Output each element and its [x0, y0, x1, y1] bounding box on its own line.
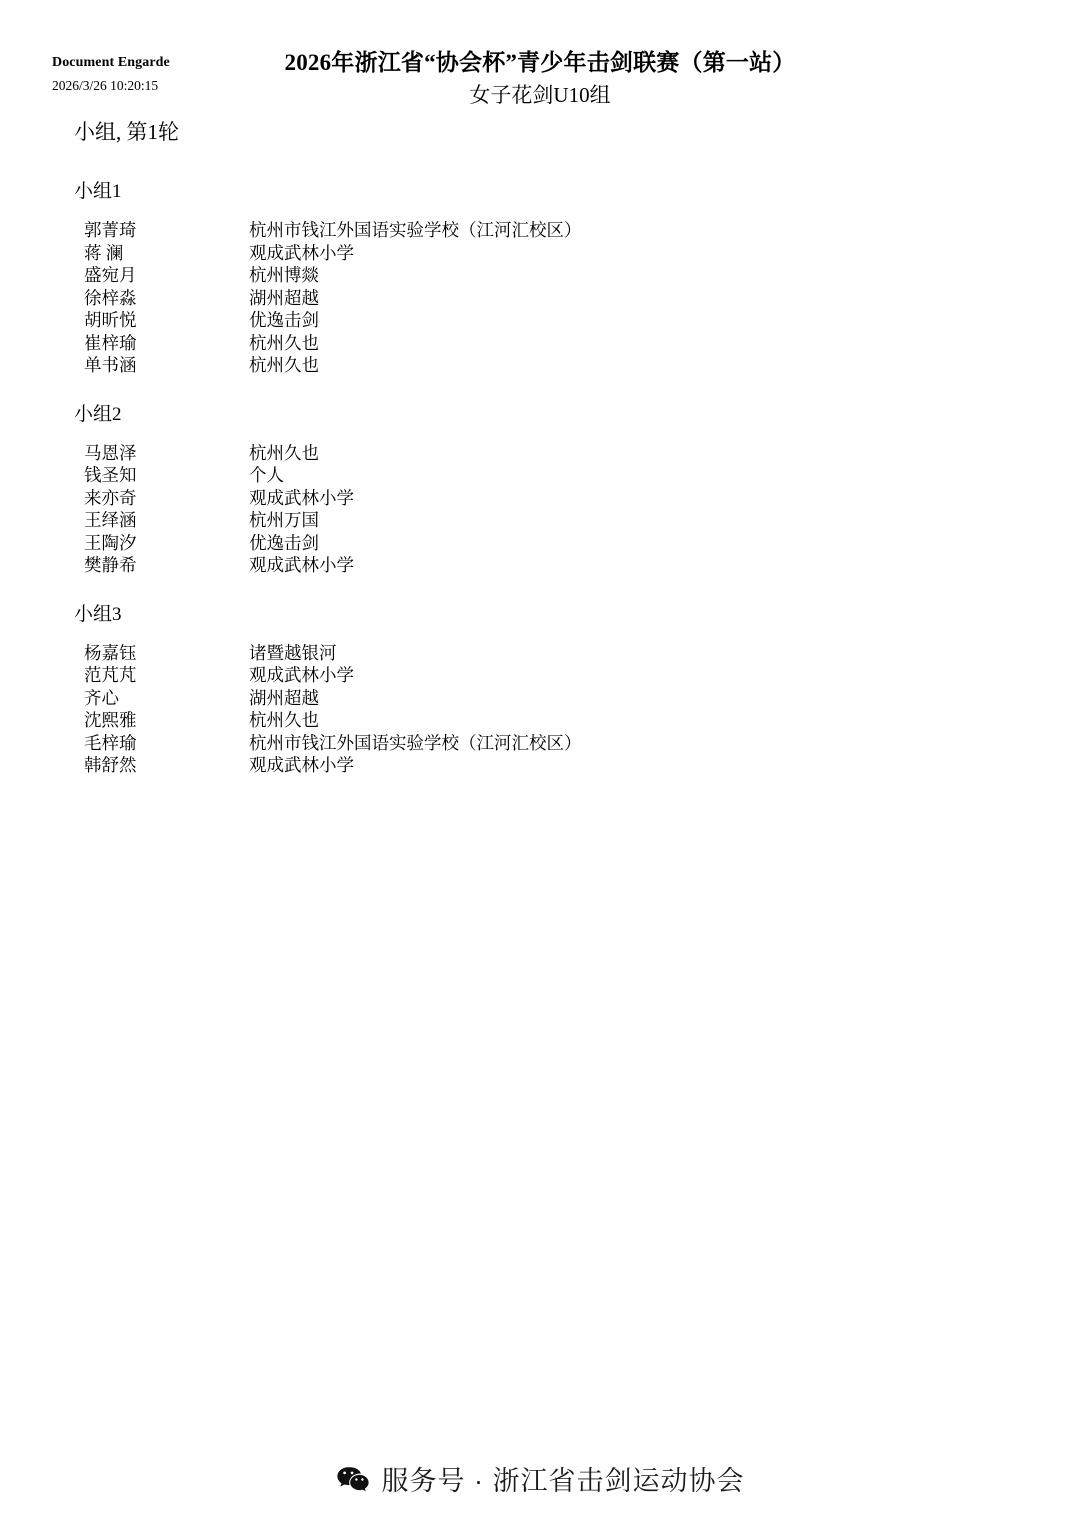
document-timestamp: 2026/3/26 10:20:15 [52, 77, 159, 93]
pool-group [0, 599, 1080, 777]
fencer-name: 崔梓瑜 [84, 332, 137, 353]
fencer-row [0, 332, 1080, 355]
fencer-name: 韩舒然 [84, 755, 137, 775]
fencer-name: 王绎涵 [84, 510, 137, 530]
fencer-club: 杭州博燚 [249, 265, 319, 285]
fencer-row [0, 442, 1080, 465]
fencer-name: 樊静希 [84, 555, 137, 575]
fencer-row [0, 664, 1080, 687]
fencer-club: 杭州久也 [249, 710, 319, 730]
fencer-club: 诸暨越银河 [249, 642, 337, 663]
wechat-icon [336, 1465, 370, 1493]
fencer-club: 杭州久也 [249, 355, 319, 375]
fencer-club: 观成武林小学 [249, 555, 354, 575]
page-title-block [0, 48, 1080, 109]
fencer-name: 沈熙雅 [84, 710, 137, 730]
fencer-row [0, 219, 1080, 242]
pool-name: 小组2 [74, 403, 122, 425]
fencer-club: 观成武林小学 [249, 487, 354, 508]
fencer-row [0, 354, 1080, 377]
fencer-club: 湖州超越 [249, 687, 319, 708]
fencer-club: 杭州久也 [249, 332, 319, 353]
fencer-club: 杭州久也 [249, 442, 319, 463]
footer-text: 服务号 · 浙江省击剑运动协会 [381, 1466, 745, 1496]
fencer-row [0, 509, 1080, 532]
fencer-row [0, 264, 1080, 287]
pool-name: 小组1 [74, 181, 122, 202]
fencer-row [0, 242, 1080, 265]
fencer-row [0, 709, 1080, 732]
page-title: 2026年浙江省“协会杯”青少年击剑联赛（第一站） [284, 50, 796, 75]
fencer-row [0, 554, 1080, 577]
fencer-row [0, 532, 1080, 555]
fencer-row [0, 464, 1080, 487]
fencer-name: 盛宛月 [84, 265, 137, 285]
pool-group [0, 399, 1080, 577]
fencer-club: 杭州市钱江外国语实验学校（江河汇校区） [249, 220, 582, 240]
pool-name: 小组3 [74, 603, 122, 625]
fencer-name: 蒋 澜 [84, 242, 124, 263]
fencer-row [0, 287, 1080, 310]
footer [0, 1459, 1080, 1498]
fencer-club: 个人 [249, 465, 284, 485]
fencer-club: 湖州超越 [249, 287, 319, 308]
fencer-row [0, 487, 1080, 510]
fencer-name: 郭菁琦 [84, 220, 137, 240]
fencer-club: 观成武林小学 [249, 755, 354, 775]
fencer-club: 优逸击剑 [249, 310, 319, 330]
fencer-club: 优逸击剑 [249, 532, 319, 553]
fencer-name: 马恩泽 [84, 442, 137, 463]
fencer-row [0, 732, 1080, 755]
fencer-row [0, 642, 1080, 665]
fencer-club: 杭州万国 [249, 510, 319, 530]
round-title: 小组, 第1轮 [74, 120, 179, 144]
pools-container [0, 176, 1080, 799]
fencer-club: 杭州市钱江外国语实验学校（江河汇校区） [249, 732, 582, 753]
fencer-club: 观成武林小学 [249, 242, 354, 263]
pool-group [0, 176, 1080, 377]
document-label: Document Engarde [52, 55, 170, 70]
fencer-name: 范芃芃 [84, 665, 137, 685]
fencer-club: 观成武林小学 [249, 665, 354, 685]
fencer-row [0, 754, 1080, 777]
fencer-name: 徐梓淼 [84, 287, 137, 308]
fencer-name: 杨嘉钰 [84, 642, 137, 663]
fencer-name: 来亦奇 [84, 487, 137, 508]
fencer-name: 齐心 [84, 687, 119, 708]
fencer-name: 钱圣知 [84, 465, 137, 485]
fencer-name: 毛梓瑜 [84, 732, 137, 753]
fencer-row [0, 687, 1080, 710]
fencer-name: 单书涵 [84, 355, 137, 375]
page-subtitle: 女子花剑U10组 [469, 82, 611, 107]
fencer-name: 胡昕悦 [84, 310, 137, 330]
fencer-name: 王陶汐 [84, 532, 137, 553]
fencer-row [0, 309, 1080, 332]
